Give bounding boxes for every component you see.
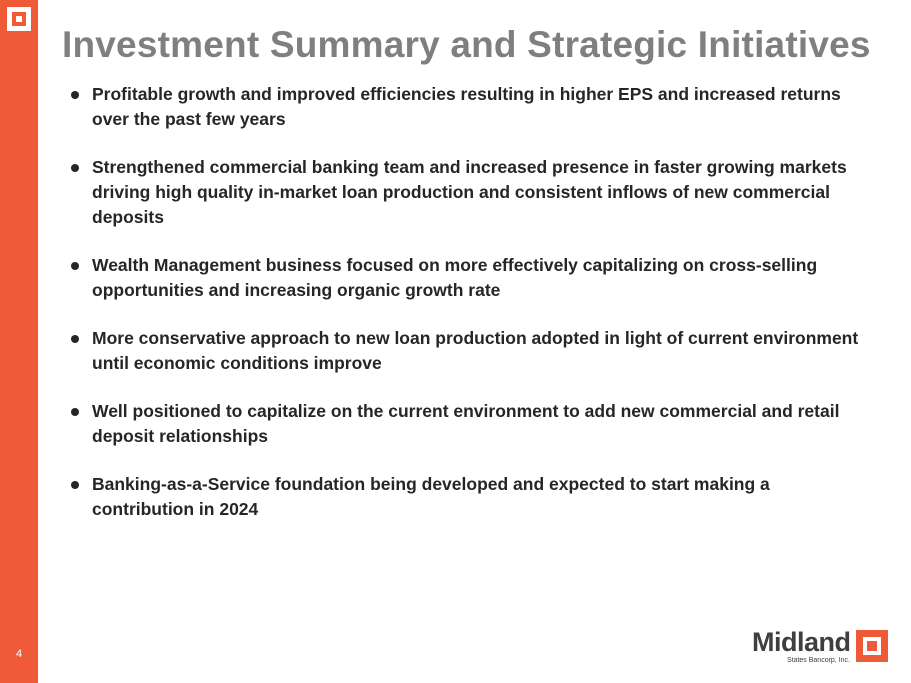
bullet-item xyxy=(66,472,876,522)
bullet-item xyxy=(66,253,876,303)
bullet-text: More conservative approach to new loan production adopted in light of current environment until economic conditions improve xyxy=(92,328,859,373)
bullet-dot-icon xyxy=(71,408,79,416)
bullet-item xyxy=(66,326,876,376)
bullet-text: Strengthened commercial banking team and increased presence in faster growing markets driving high quality in-market loan production and consistent inflows of new commercial deposits xyxy=(92,157,847,227)
brand-logo xyxy=(752,627,892,669)
brand-square-icon xyxy=(856,630,888,662)
bullet-text: Wealth Management business focused on more effectively capitalizing on cross-selling opportunities and increasing organic growth rate xyxy=(92,255,818,300)
brand-name: Midland xyxy=(752,627,851,657)
brand-subtitle: States Bancorp, Inc. xyxy=(786,657,850,664)
page-number: 4 xyxy=(15,648,23,660)
bullet-item xyxy=(66,82,876,132)
bullet-dot-icon xyxy=(71,262,79,270)
slide-title: Investment Summary and Strategic Initiatives xyxy=(62,24,871,65)
bullet-item xyxy=(66,399,876,449)
bullet-text: Profitable growth and improved efficiencies resulting in higher EPS and increased returns over the past few years xyxy=(92,84,841,129)
bullet-item xyxy=(66,155,876,230)
bullet-text: Well positioned to capitalize on the current environment to add new commercial and retail deposit relationships xyxy=(92,401,840,446)
bullet-dot-icon xyxy=(71,335,79,343)
side-accent-bar xyxy=(0,0,38,683)
bullet-list xyxy=(66,82,876,522)
bullet-dot-icon xyxy=(71,481,79,489)
bullet-dot-icon xyxy=(71,164,79,172)
square-logo-icon xyxy=(7,7,31,31)
bullet-text: Banking-as-a-Service foundation being developed and expected to start making a contribution in 2024 xyxy=(92,474,770,519)
bullet-dot-icon xyxy=(71,91,79,99)
